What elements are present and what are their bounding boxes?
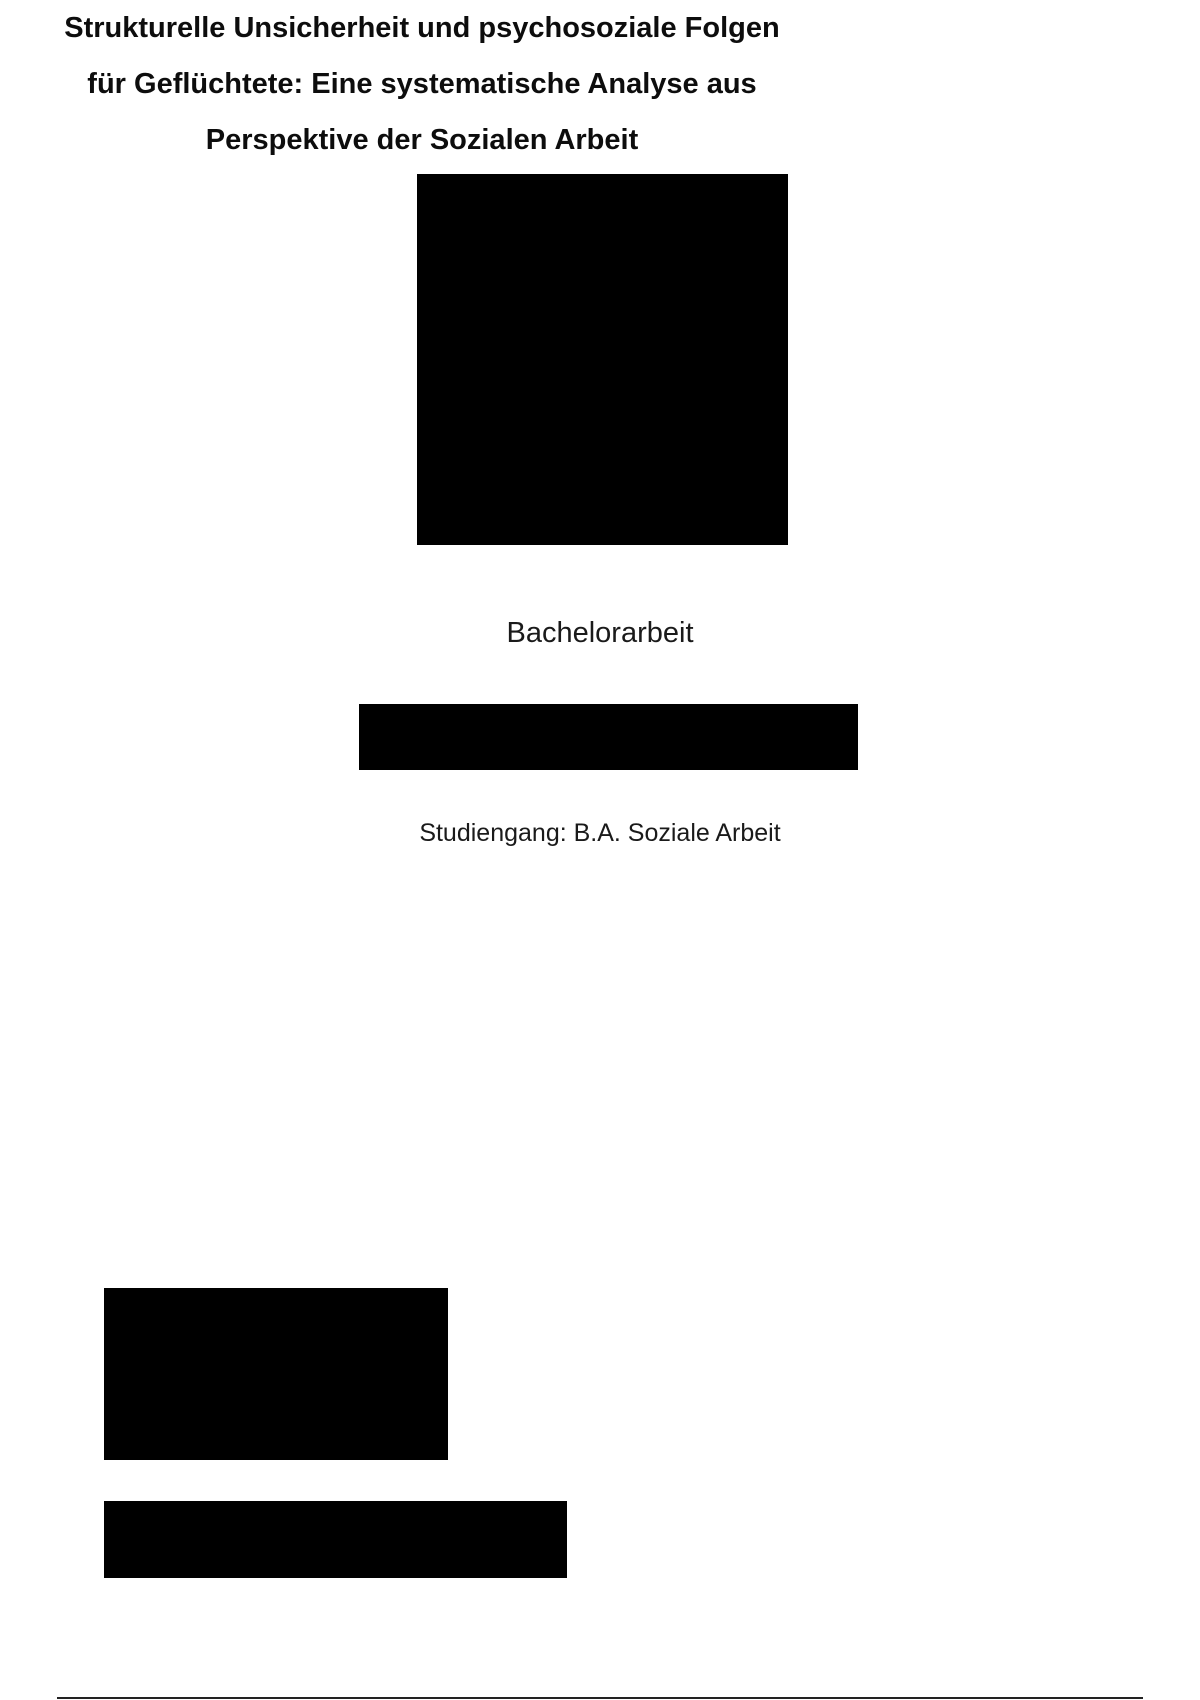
study-program-label: Studiengang: B.A. Soziale Arbeit xyxy=(419,819,781,847)
thesis-title xyxy=(0,0,844,168)
redacted-date-block xyxy=(104,1501,567,1578)
thesis-title-line-3: Perspektive der Sozialen Arbeit xyxy=(205,124,639,156)
thesis-title-line-2: für Geflüchtete: Eine systematische Analyse aus xyxy=(87,68,757,100)
document-type-label: Bachelorarbeit xyxy=(506,617,694,649)
bottom-divider xyxy=(57,1697,1143,1699)
redacted-submitter-details-block xyxy=(104,1288,448,1460)
redacted-author-block xyxy=(359,704,858,770)
thesis-title-line-1: Strukturelle Unsicherheit und psychosoziale Folgen xyxy=(64,12,780,44)
redacted-logo-block xyxy=(417,174,788,545)
